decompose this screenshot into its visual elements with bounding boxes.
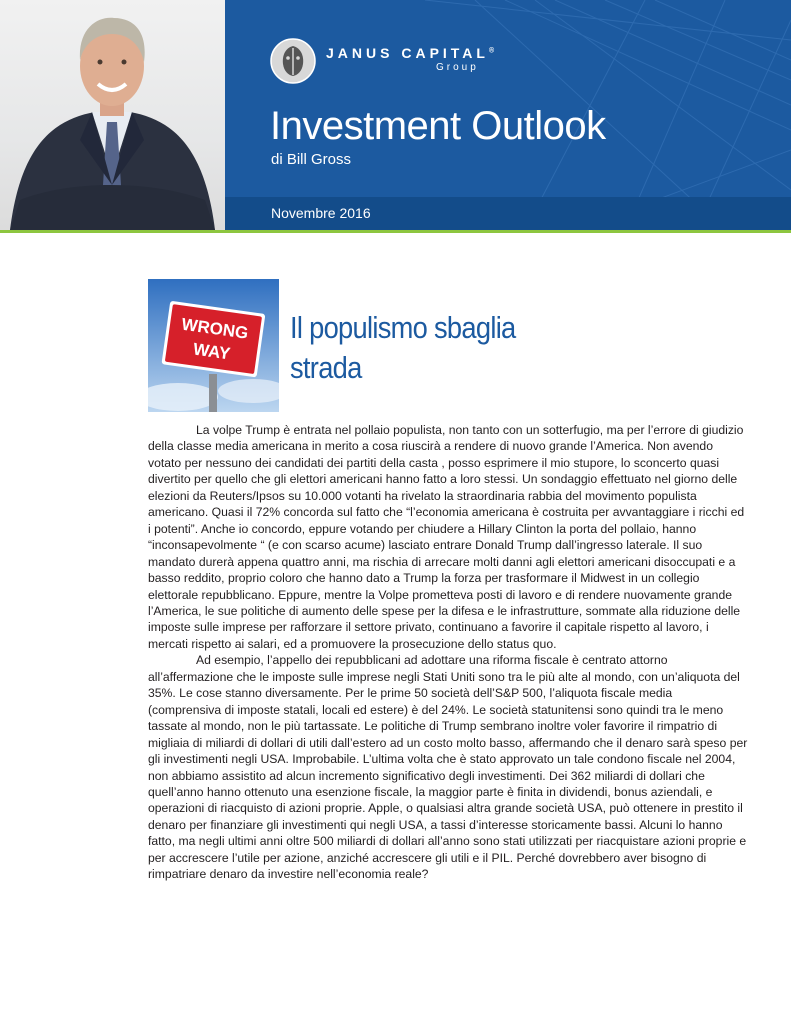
sign-text-line2: WAY <box>191 339 232 364</box>
article-headline <box>290 308 516 388</box>
wrong-way-sign-image <box>148 279 279 412</box>
headline-line-2: strada <box>290 350 362 385</box>
page-header <box>0 0 791 232</box>
sign-text-line1: WRONG <box>180 314 250 343</box>
janus-logo-icon <box>270 38 316 84</box>
issue-date: Novembre 2016 <box>271 205 371 221</box>
paragraph: La volpe Trump è entrata nel pollaio populista, non tanto con un sotterfugio, ma per l’errore di giudizio della classe media americana in merito a cosa riuscirà a rendere di nuovo grande l’America. Non avendo votato per nessuno dei candidati dei partiti della casta , posso esprimere il mio stupore, lo sconcerto quasi divertito per quello che gli elettori americani hanno fatto a loro stessi. Un sondaggio effettuato nel giorno delle elezioni da Reuters/Ipsos su 10.000 votanti ha rivelato la straordinaria rabbia del movimento populista americano. Quasi il 72% concorda sul fatto che “l’economia americana è costruita per avvantaggiare i ricchi ed i potenti”. Anche io concordo, eppure votando per chiudere a Hillary Clinton la porta del pollaio, hanno “inconsapevolmente “ (e con scarso acume) lasciato entrare Donald Trump dall’ingresso laterale. Il suo mandato durerà appena quattro anni, ma rischia di arrecare molti danni agli elettori americani disoccupati e a basso reddito, proprio coloro che hanno dato a Trump la forza per trasformare il Midwest in un collegio elettorale repubblicano. Eppure, mentre la Volpe prometteva posti di lavoro e di rendere nuovamente grande l’America, le sue politiche di aumento delle spese per la difesa e le infrastrutture, sommate alla riduzione delle imposte sulle imprese per rafforzare il settore privato, continuano a favorire il capitale rispetto al lavoro, i mercati rispetto ai salari, ed a promuovere la prosecuzione dello status quo. <box>148 423 745 651</box>
brand-name: JANUS CAPITAL® <box>326 45 499 61</box>
byline: di Bill Gross <box>271 151 352 168</box>
article-body <box>148 422 748 883</box>
author-photo <box>0 0 225 230</box>
brand-group: Group <box>436 62 479 73</box>
paragraph: Ad esempio, l’appello dei repubblicani ad adottare una riforma fiscale è centrato attorno all’affermazione che le imposte sulle imprese negli Stati Uniti sono tra le più alte al mondo, con un’aliquota del 35%. Le cose stanno diversamente. Per le prime 50 società dell’S&P 500, l’aliquota fiscale media (comprensiva di imposte statali, locali ed estere) è del 24%. Le società statunitensi sono quindi tra le meno tassate al mondo, non le più tartassate. Le politiche di Trump sembrano inoltre voler favorire il rimpatrio di migliaia di miliardi di dollari di utili dall’estero ad un costo molto basso, affermando che il denaro sarà speso per gli investimenti negli USA. Improbabile. L’ultima volta che è stato approvato un tale condono fiscale nel 2004, non abbiamo assistito ad alcun incremento significativo degli investimenti. Dei 362 miliardi di dollari che quell’anno hanno ottenuto una esenzione fiscale, la maggior parte è finita in dividendi, bonus aziendali, e operazioni di riacquisto di azioni proprie. Apple, o qualsiasi altra grande società USA, può ottenere in prestito il denaro per finanziare gli investimenti qui negli USA, a tassi d’interesse storicamente bassi. Alcuni lo hanno fatto, ma negli ultimi anni oltre 500 miliardi di dollari all’anno sono stati utilizzati per riacquistare azioni proprie e per accrescere l’utile per azione, anziché accrescere gli utili e il PIL. Perché dovrebbero aver bisogno di rimpatriare denaro da investire nell’economia reale? <box>148 653 748 882</box>
accent-line <box>0 230 791 233</box>
page-title: Investment Outlook <box>270 104 606 148</box>
headline-line-1: Il populismo sbaglia <box>290 310 516 345</box>
